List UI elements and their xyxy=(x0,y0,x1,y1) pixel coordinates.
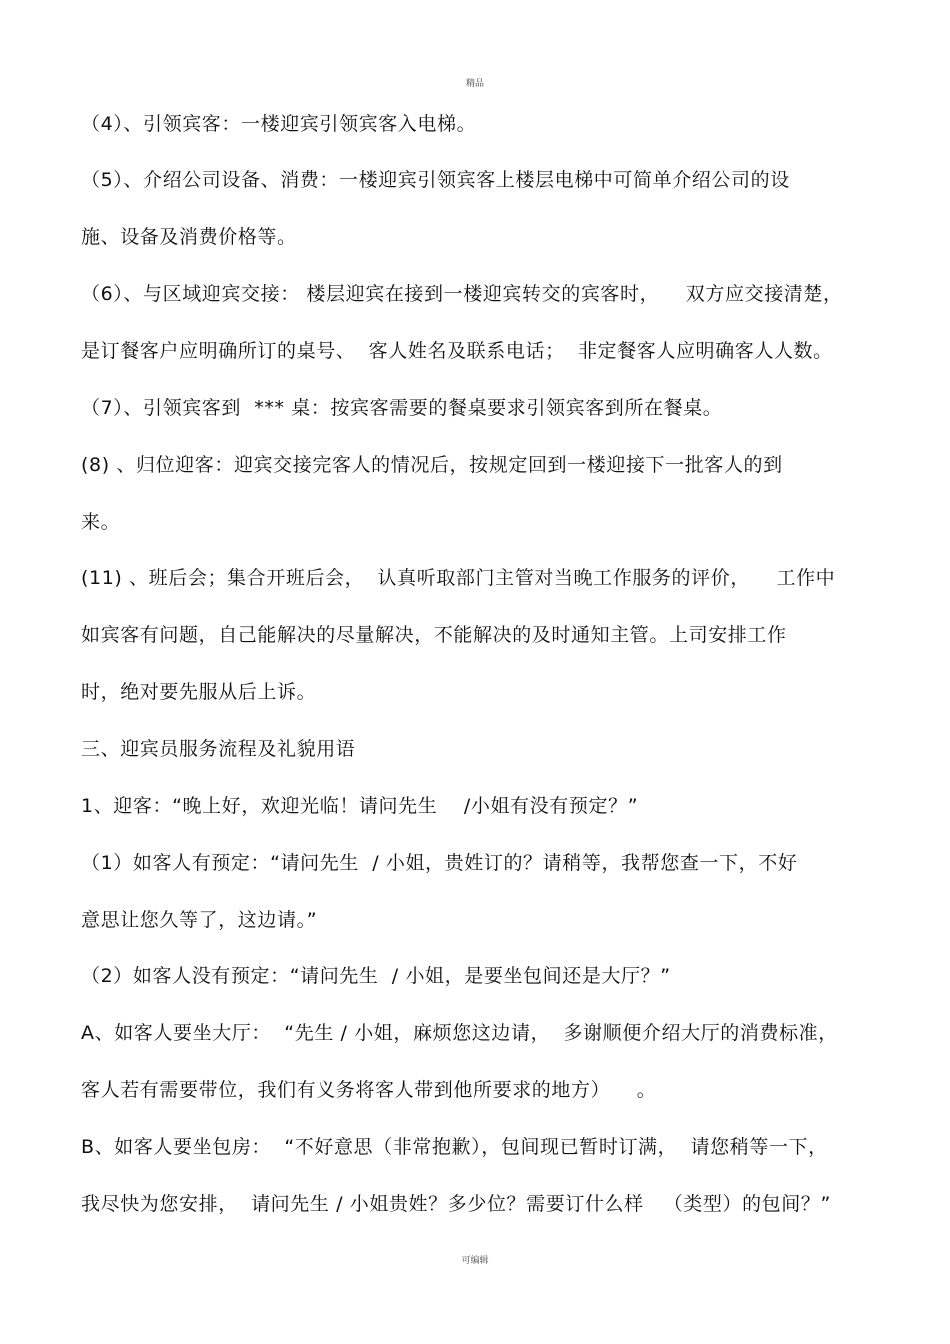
text-line: 意思让您久等了，这边请。” xyxy=(81,909,318,931)
header-mark: 精品 xyxy=(465,79,484,89)
text-line: 施、设备及消费价格等。 xyxy=(81,226,297,248)
text-line: （5）、介绍公司设备、消费：一楼迎宾引领宾客上楼层电梯中可简单介绍公司的设 xyxy=(81,169,790,191)
footer-mark: 可编辑 xyxy=(461,1256,489,1266)
text-line: 我尽快为您安排， 请问先生 / 小姐贵姓？多少位？需要订什么样 （类型）的包间？” xyxy=(81,1193,831,1215)
text-line: （7）、引领宾客到 *** 桌：按宾客需要的餐桌要求引领宾客到所在餐桌。 xyxy=(81,397,723,419)
text-line: 来。 xyxy=(81,511,121,533)
section-heading: 三、迎宾员服务流程及礼貌用语 xyxy=(81,738,356,760)
text-line: 客人若有需要带位，我们有义务将客人带到他所要求的地方） 。 xyxy=(81,1079,657,1101)
text-line: 如宾客有问题，自己能解决的尽量解决，不能解决的及时通知主管。上司安排工作 xyxy=(81,624,787,646)
text-line: （4）、引领宾客：一楼迎宾引领宾客入电梯。 xyxy=(81,113,477,135)
text-line: A、如客人要坐大厅： “先生 / 小姐，麻烦您这边请， 多谢顺便介绍大厅的消费标准， xyxy=(81,1022,838,1044)
text-line: 时，绝对要先服从后上诉。 xyxy=(81,681,317,703)
text-line: (8) 、归位迎客：迎宾交接完客人的情况后，按规定回到一楼迎接下一批客人的到 xyxy=(81,454,783,476)
text-line: 1、迎客：“晚上好，欢迎光临！请问先生 /小姐有没有预定？” xyxy=(81,795,639,817)
text-line: （2）如客人没有预定：“请问先生 / 小姐，是要坐包间还是大厅？” xyxy=(81,965,671,987)
text-line: 是订餐客户应明确所订的桌号、 客人姓名及联系电话； 非定餐客人应明确客人人数。 xyxy=(81,340,833,362)
text-line: （6）、与区域迎宾交接： 楼层迎宾在接到一楼迎宾转交的宾客时， 双方应交接清楚， xyxy=(81,283,843,305)
text-line: B、如客人要坐包房： “不好意思（非常抱歉），包间现已暂时订满， 请您稍等一下， xyxy=(81,1136,828,1158)
text-line: （1）如客人有预定：“请问先生 / 小姐，贵姓订的？请稍等，我帮您查一下，不好 xyxy=(81,852,798,874)
text-line: (11) 、班后会；集合开班后会， 认真听取部门主管对当晚工作服务的评价， 工作中 xyxy=(81,567,836,589)
